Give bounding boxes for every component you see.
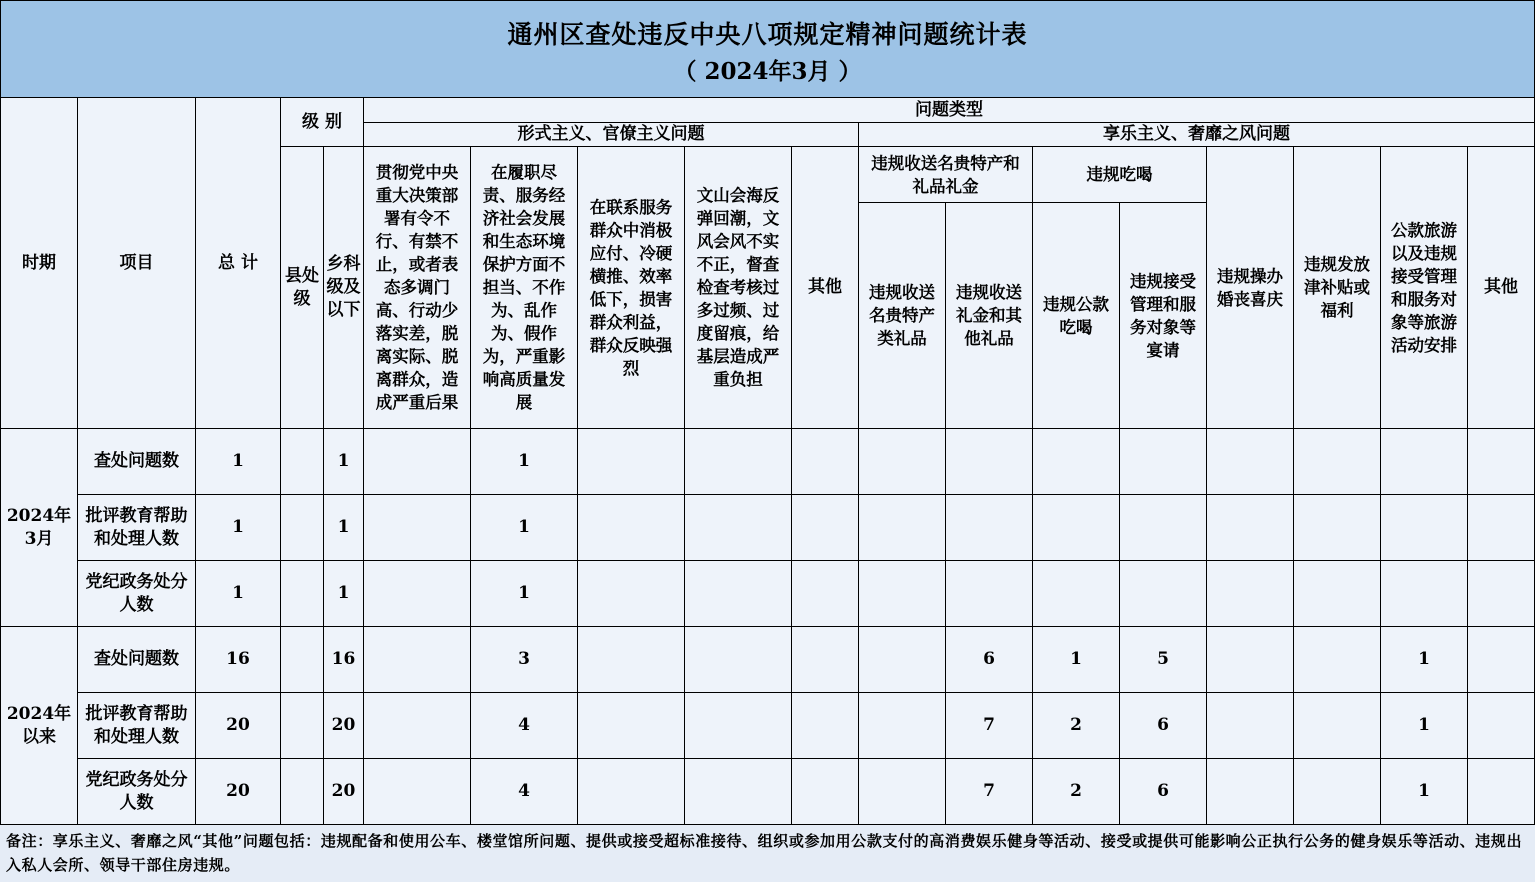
item-cell: 批评教育帮助和处理人数	[78, 693, 196, 759]
header-formalism-2: 在履职尽责、服务经济社会发展和生态环境保护方面不担当、不作为、乱作为、假作为，严重影响高质量发展	[471, 147, 578, 429]
dining-a-cell: 1	[1033, 627, 1120, 693]
table-row	[1, 429, 1535, 495]
table-row	[1, 759, 1535, 825]
h-other-cell	[1468, 693, 1535, 759]
f5-cell	[792, 627, 859, 693]
h-other-cell	[1468, 627, 1535, 693]
weddings-cell	[1207, 561, 1294, 627]
header-formalism-4: 文山会海反弹回潮，文风会风不实不正，督查检查考核过多过频、过度留痕，给基层造成严重负担	[685, 147, 792, 429]
township-cell: 1	[324, 495, 364, 561]
gifts-b-cell	[946, 429, 1033, 495]
dining-b-cell: 6	[1120, 693, 1207, 759]
f5-cell	[792, 693, 859, 759]
header-formalism-1: 贯彻党中央重大决策部署有令不行、有禁不止，或者表态多调门高、行动少落实差，脱离实际、脱离群众，造成严重后果	[364, 147, 471, 429]
header-hedonism-group: 享乐主义、奢靡之风问题	[859, 123, 1535, 147]
footnote: 备注：享乐主义、奢靡之风“其他”问题包括：违规配备和使用公车、楼堂馆所问题、提供或接受超标准接待、组织或参加用公款支付的高消费娱乐健身等活动、接受或提供可能影响公正执行公务的健身娱乐等活动、违规出入私人会所、领导干部住房违规。	[6, 832, 1523, 874]
header-travel: 公款旅游以及违规接受管理和服务对象等旅游活动安排	[1381, 147, 1468, 429]
f2-cell: 3	[471, 627, 578, 693]
item-cell: 查处问题数	[78, 429, 196, 495]
period-cell: 2024年以来	[1, 627, 78, 825]
f4-cell	[685, 693, 792, 759]
gifts-b-cell: 7	[946, 759, 1033, 825]
dining-a-cell	[1033, 561, 1120, 627]
header-dining-group: 违规吃喝	[1033, 147, 1207, 203]
gifts-a-cell	[859, 429, 946, 495]
f1-cell	[364, 495, 471, 561]
header-dining-public: 违规公款吃喝	[1033, 203, 1120, 429]
table-title: 通州区查处违反中央八项规定精神问题统计表	[507, 20, 1028, 49]
item-cell: 查处问题数	[78, 627, 196, 693]
subsidies-cell	[1294, 693, 1381, 759]
weddings-cell	[1207, 495, 1294, 561]
header-formalism-3: 在联系服务群众中消极应付、冷硬横推、效率低下，损害群众利益，群众反映强烈	[578, 147, 685, 429]
county-cell	[281, 627, 324, 693]
county-cell	[281, 693, 324, 759]
header-problem-type: 问题类型	[364, 98, 1535, 123]
dining-a-cell	[1033, 495, 1120, 561]
f1-cell	[364, 693, 471, 759]
f5-cell	[792, 429, 859, 495]
total-cell: 1	[196, 495, 281, 561]
title-band	[0, 0, 1535, 98]
township-cell: 1	[324, 561, 364, 627]
gifts-b-cell	[946, 561, 1033, 627]
header-gifts-group: 违规收送名贵特产和礼品礼金	[859, 147, 1033, 203]
table-row	[1, 627, 1535, 693]
travel-cell	[1381, 495, 1468, 561]
county-cell	[281, 561, 324, 627]
county-cell	[281, 495, 324, 561]
weddings-cell	[1207, 429, 1294, 495]
f2-cell: 1	[471, 561, 578, 627]
weddings-cell	[1207, 627, 1294, 693]
f4-cell	[685, 429, 792, 495]
township-cell: 16	[324, 627, 364, 693]
header-formalism-group: 形式主义、官僚主义问题	[364, 123, 859, 147]
item-cell: 党纪政务处分人数	[78, 759, 196, 825]
travel-cell: 1	[1381, 759, 1468, 825]
f3-cell	[578, 693, 685, 759]
table-row	[1, 495, 1535, 561]
dining-b-cell	[1120, 495, 1207, 561]
travel-cell	[1381, 561, 1468, 627]
travel-cell: 1	[1381, 627, 1468, 693]
f4-cell	[685, 561, 792, 627]
f2-cell: 1	[471, 495, 578, 561]
header-level: 级 别	[281, 98, 364, 147]
header-period: 时期	[1, 98, 78, 429]
dining-a-cell: 2	[1033, 759, 1120, 825]
township-cell: 20	[324, 759, 364, 825]
table-row	[1, 693, 1535, 759]
subsidies-cell	[1294, 759, 1381, 825]
dining-a-cell	[1033, 429, 1120, 495]
statistics-table	[0, 97, 1535, 825]
total-cell: 1	[196, 429, 281, 495]
gifts-b-cell: 7	[946, 693, 1033, 759]
f4-cell	[685, 495, 792, 561]
travel-cell: 1	[1381, 693, 1468, 759]
f4-cell	[685, 759, 792, 825]
total-cell: 20	[196, 693, 281, 759]
item-cell: 党纪政务处分人数	[78, 561, 196, 627]
gifts-b-cell	[946, 495, 1033, 561]
header-subsidies: 违规发放津补贴或福利	[1294, 147, 1381, 429]
f3-cell	[578, 627, 685, 693]
gifts-b-cell: 6	[946, 627, 1033, 693]
header-formalism-other: 其他	[792, 147, 859, 429]
f5-cell	[792, 495, 859, 561]
header-weddings: 违规操办婚丧喜庆	[1207, 147, 1294, 429]
dining-b-cell: 5	[1120, 627, 1207, 693]
f1-cell	[364, 627, 471, 693]
table-row	[1, 561, 1535, 627]
f1-cell	[364, 429, 471, 495]
f4-cell	[685, 627, 792, 693]
dining-b-cell: 6	[1120, 759, 1207, 825]
dining-a-cell: 2	[1033, 693, 1120, 759]
f3-cell	[578, 495, 685, 561]
h-other-cell	[1468, 759, 1535, 825]
f3-cell	[578, 429, 685, 495]
h-other-cell	[1468, 429, 1535, 495]
f5-cell	[792, 759, 859, 825]
dining-b-cell	[1120, 561, 1207, 627]
dining-b-cell	[1120, 429, 1207, 495]
county-cell	[281, 429, 324, 495]
county-cell	[281, 759, 324, 825]
f3-cell	[578, 759, 685, 825]
subsidies-cell	[1294, 495, 1381, 561]
h-other-cell	[1468, 561, 1535, 627]
header-township-level: 乡科级及以下	[324, 147, 364, 429]
f1-cell	[364, 561, 471, 627]
subsidies-cell	[1294, 429, 1381, 495]
township-cell: 1	[324, 429, 364, 495]
gifts-a-cell	[859, 561, 946, 627]
table-subtitle: （ 2024年3月 ）	[673, 58, 862, 85]
gifts-a-cell	[859, 759, 946, 825]
f2-cell: 1	[471, 429, 578, 495]
township-cell: 20	[324, 693, 364, 759]
header-county-level: 县处级	[281, 147, 324, 429]
gifts-a-cell	[859, 627, 946, 693]
weddings-cell	[1207, 759, 1294, 825]
item-cell: 批评教育帮助和处理人数	[78, 495, 196, 561]
total-cell: 16	[196, 627, 281, 693]
h-other-cell	[1468, 495, 1535, 561]
header-hedonism-other: 其他	[1468, 147, 1535, 429]
travel-cell	[1381, 429, 1468, 495]
header-gifts-cash: 违规收送礼金和其他礼品	[946, 203, 1033, 429]
f1-cell	[364, 759, 471, 825]
f2-cell: 4	[471, 759, 578, 825]
period-cell: 2024年3月	[1, 429, 78, 627]
total-cell: 1	[196, 561, 281, 627]
f5-cell	[792, 561, 859, 627]
gifts-a-cell	[859, 693, 946, 759]
header-item: 项目	[78, 98, 196, 429]
weddings-cell	[1207, 693, 1294, 759]
total-cell: 20	[196, 759, 281, 825]
subsidies-cell	[1294, 561, 1381, 627]
subsidies-cell	[1294, 627, 1381, 693]
f2-cell: 4	[471, 693, 578, 759]
f3-cell	[578, 561, 685, 627]
header-gifts-specialty: 违规收送名贵特产类礼品	[859, 203, 946, 429]
gifts-a-cell	[859, 495, 946, 561]
header-total: 总 计	[196, 98, 281, 429]
header-dining-banquet: 违规接受管理和服务对象等宴请	[1120, 203, 1207, 429]
